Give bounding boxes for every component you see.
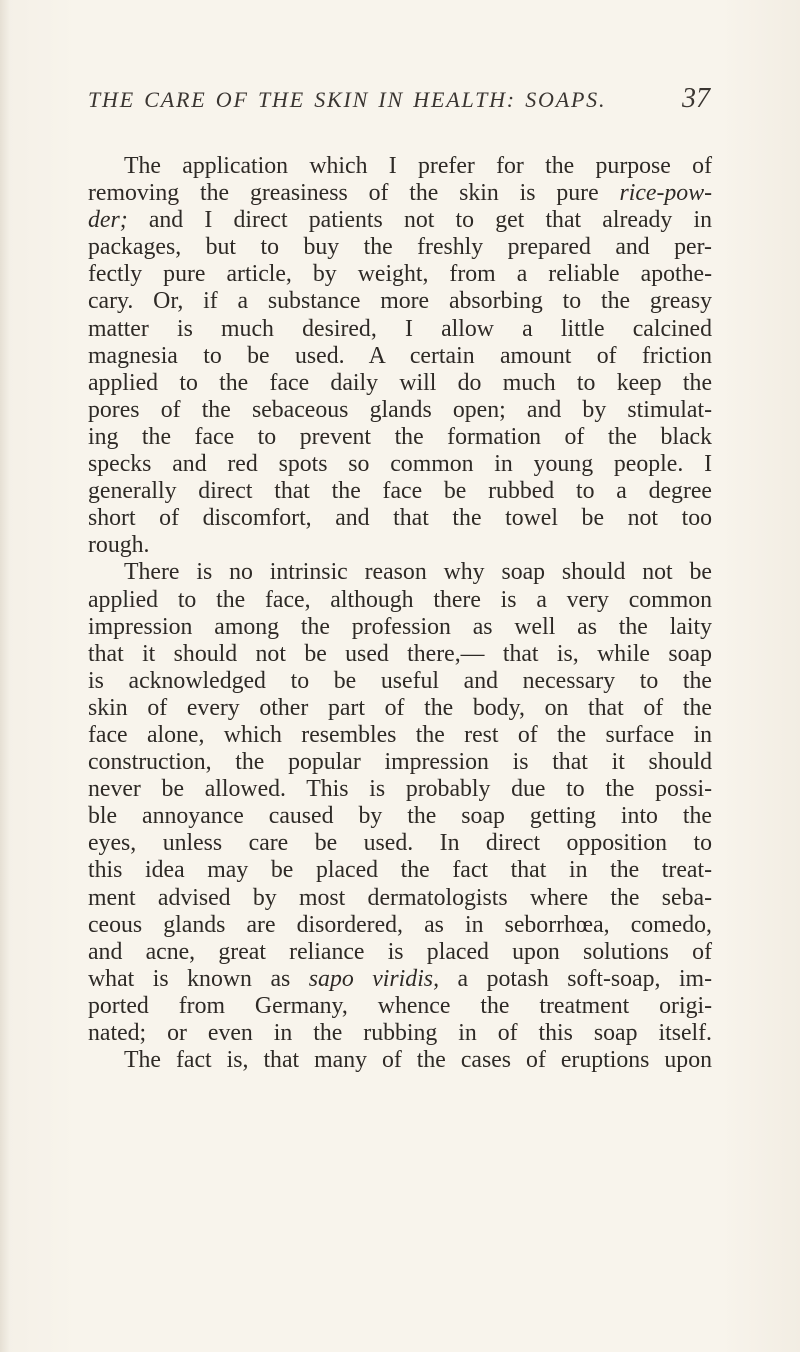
text-line: face alone, which resembles the rest of the surface in <box>88 721 712 748</box>
text-line: applied to the face, although there is a very common <box>88 586 712 613</box>
text-line: removing the greasiness of the skin is pure rice-pow- <box>88 180 712 207</box>
text-line: fectly pure article, by weight, from a reliable apothe- <box>88 261 712 288</box>
text-line: der; and I direct patients not to get that already in <box>88 207 712 234</box>
text-line: this idea may be placed the fact that in the treat- <box>88 857 712 884</box>
text-line: construction, the popular impression is that it should <box>88 749 712 776</box>
text-line: pores of the sebaceous glands open; and by stimulat- <box>88 396 712 423</box>
text-line: The fact is, that many of the cases of eruptions upon <box>124 1047 712 1074</box>
text-line: generally direct that the face be rubbed to a degree <box>88 478 712 505</box>
text-line: nated; or even in the rubbing in of this soap itself. <box>88 1020 712 1046</box>
text-line: ment advised by most dermatologists where the seba- <box>88 884 712 911</box>
text-line: and acne, great reliance is placed upon solutions of <box>88 938 712 965</box>
text-line: never be allowed. This is probably due to the possi- <box>88 776 712 803</box>
text-line: ported from Germany, whence the treatment origi- <box>88 992 712 1019</box>
page-gutter-shadow <box>0 0 10 1352</box>
text-line: matter is much desired, I allow a little calcined <box>88 315 712 342</box>
text-line: specks and red spots so common in young people. I <box>88 451 712 478</box>
text-line: cary. Or, if a substance more absorbing to the greasy <box>88 288 712 315</box>
text-line: impression among the profession as well as the laity <box>88 613 712 640</box>
paragraph <box>88 559 712 1047</box>
italic-term: rice-pow- <box>619 180 712 207</box>
text-line: short of discomfort, and that the towel be not too <box>88 505 712 532</box>
text-line: ble annoyance caused by the soap getting into the <box>88 803 712 830</box>
text-line: There is no intrinsic reason why soap should not be <box>124 559 712 586</box>
text-line: ing the face to prevent the formation of the black <box>88 423 712 450</box>
text-line: rough. <box>88 532 150 559</box>
text-line: ceous glands are disordered, as in seborrhœa, comedo, <box>88 911 712 938</box>
body-text <box>88 153 712 1074</box>
page-number: 37 <box>682 83 710 114</box>
running-title: THE CARE OF THE SKIN IN HEALTH: SOAPS. <box>88 87 607 112</box>
running-head <box>88 83 710 127</box>
text-line: The application which I prefer for the purpose of <box>124 153 712 179</box>
text-line: magnesia to be used. A certain amount of friction <box>88 342 712 369</box>
italic-term: sapo viridis, <box>308 965 440 992</box>
text-line: packages, but to buy the freshly prepared and per- <box>88 234 712 261</box>
text-line: applied to the face daily will do much to keep the <box>88 369 712 396</box>
text-line: what is known as sapo viridis, a potash soft-soap, im- <box>88 965 712 992</box>
text-line: skin of every other part of the body, on that of the <box>88 694 712 721</box>
paragraph <box>88 153 712 559</box>
italic-term: der; <box>88 207 128 234</box>
text-line: eyes, unless care be used. In direct opposition to <box>88 830 712 857</box>
text-line: is acknowledged to be useful and necessary to the <box>88 667 712 694</box>
text-line: that it should not be used there,— that is, while soap <box>88 640 712 667</box>
paragraph <box>88 1047 712 1074</box>
